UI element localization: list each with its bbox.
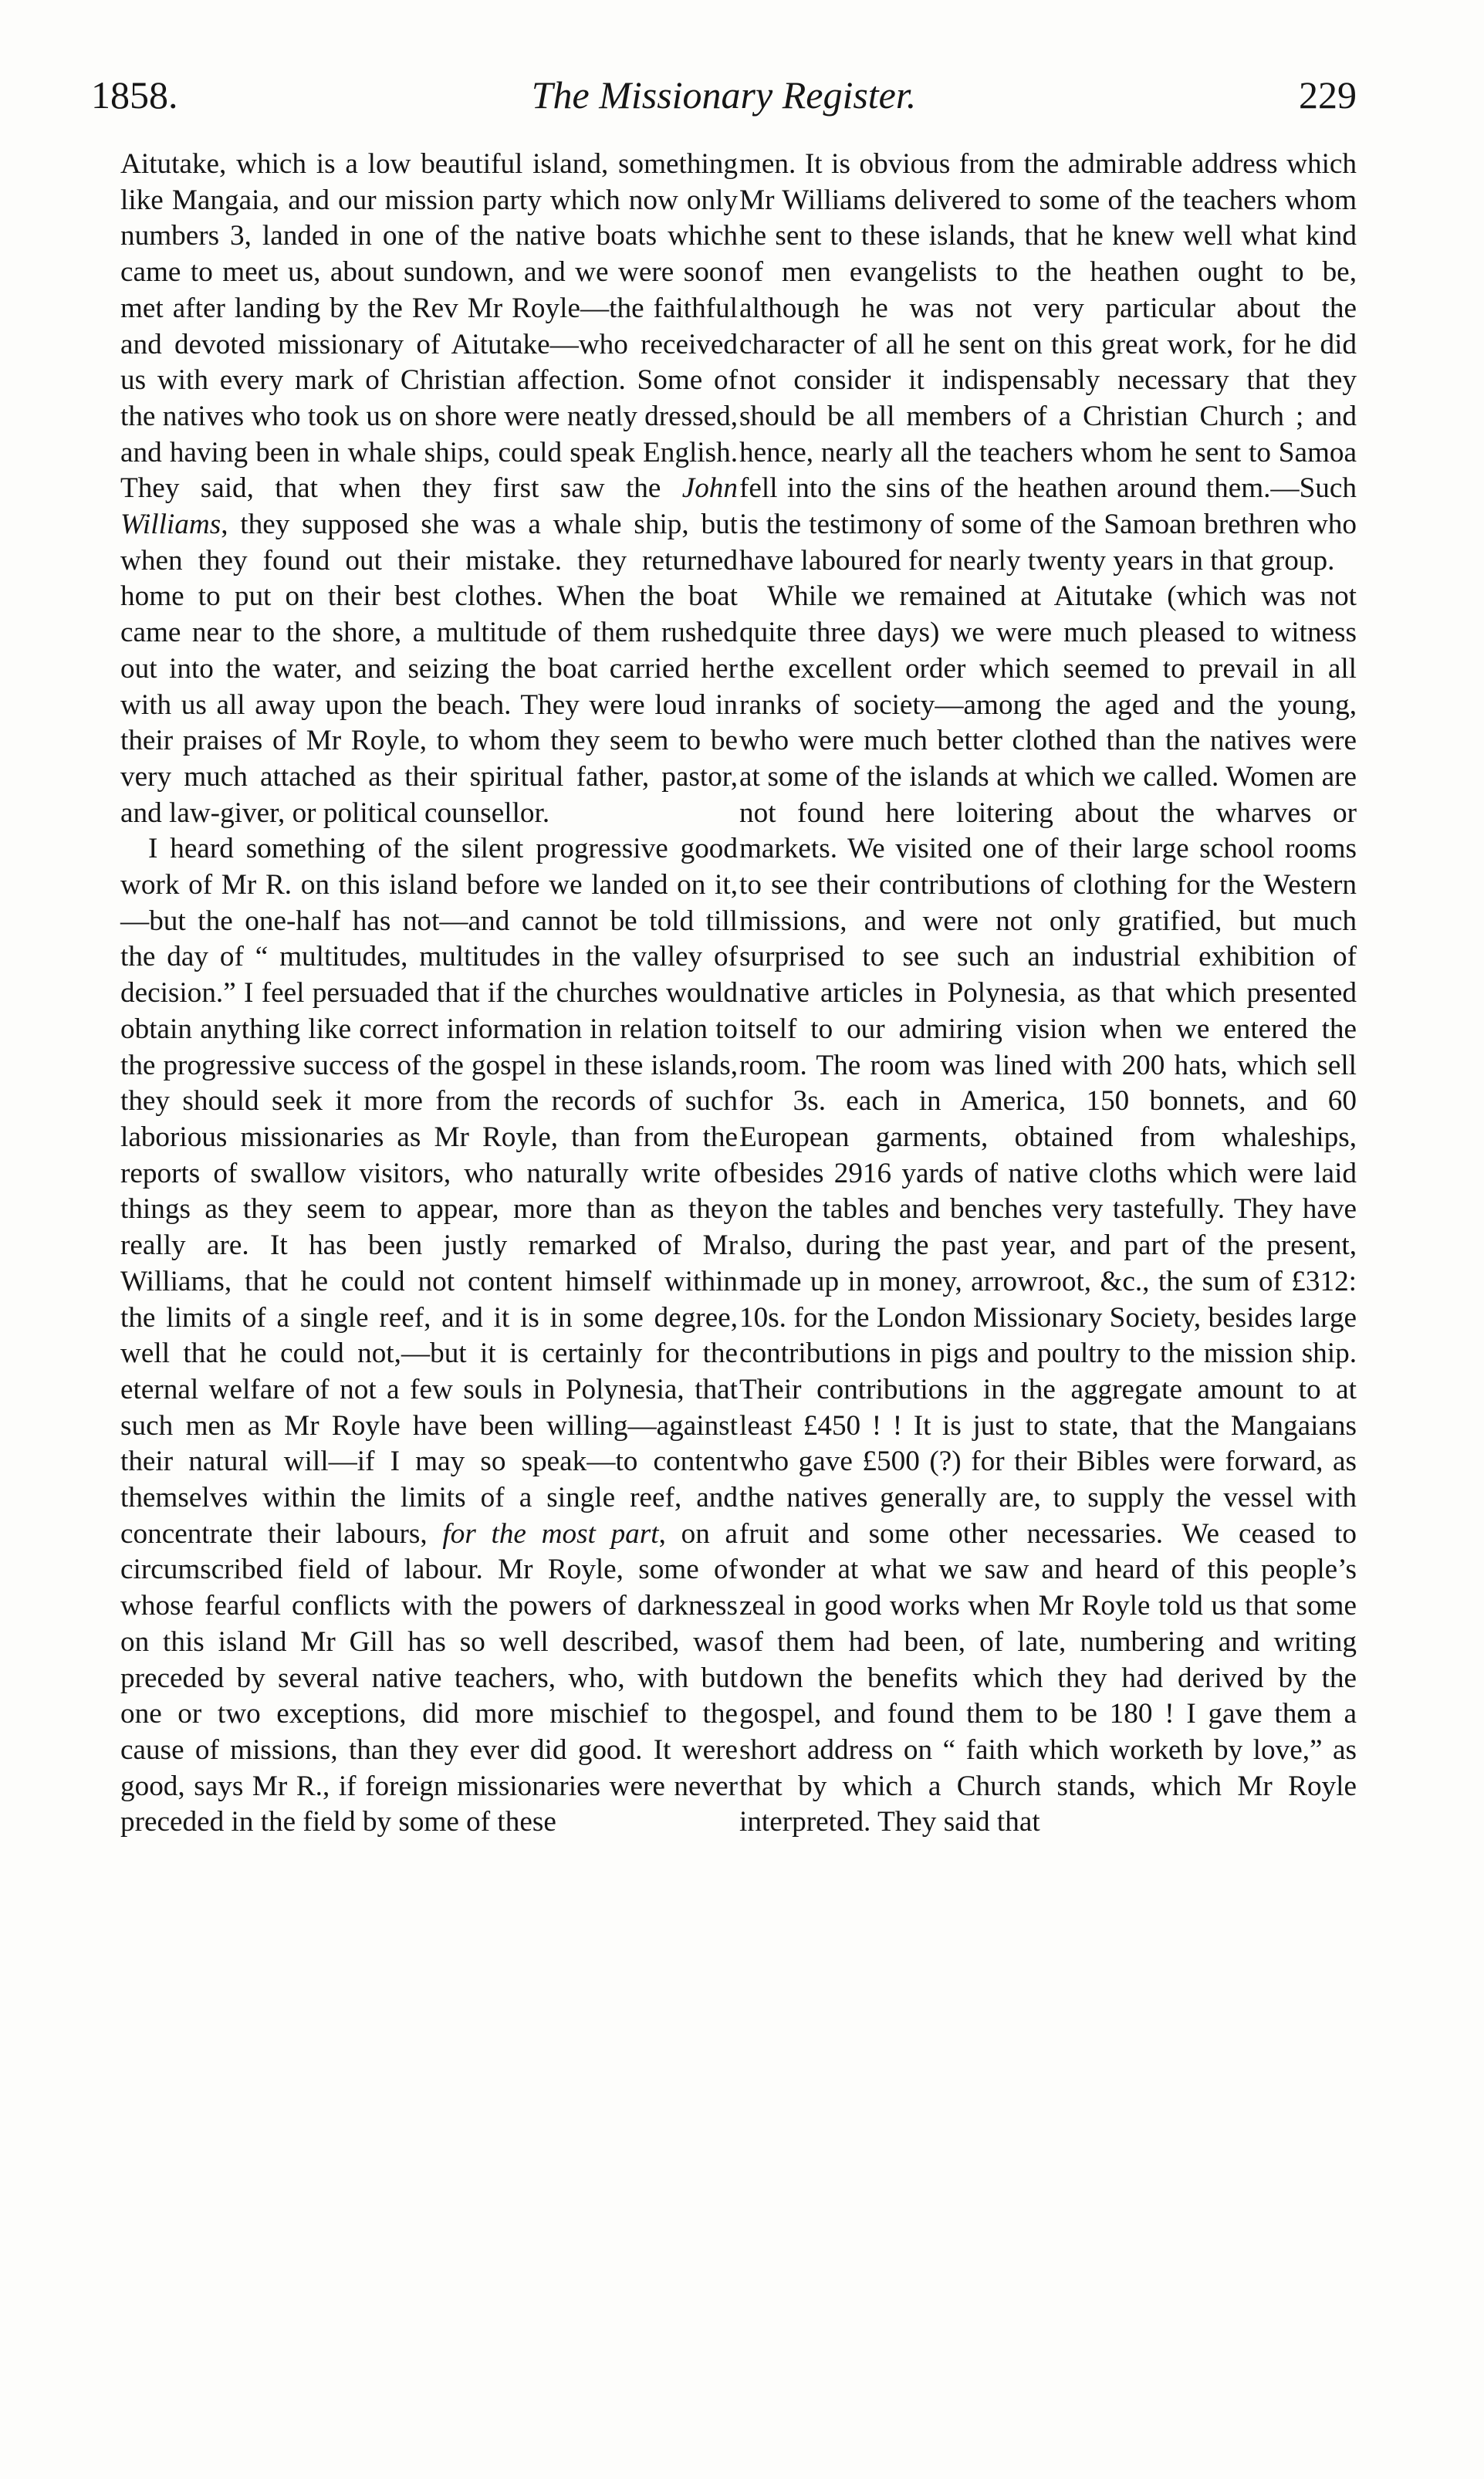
ship-name: John Williams xyxy=(120,472,738,541)
page-number: 229 xyxy=(1299,73,1357,117)
running-header xyxy=(91,60,1357,130)
text-run: Aitutake, which is a low beautiful island, something like Mangaia, and our mission party which now only numbers 3, landed in one of the native boats which came to meet us, about sundown, and we were soon met after landing by the Rev Mr Royle—the faithful and devoted missionary of Aitutake—who received us with every mark of Christian affection. Some of the natives who took us on shore were neatly dressed, and having been in whale ships, could speak English. They said, that when they first saw the xyxy=(120,148,738,505)
text-run: I heard something of the silent progressive good work of Mr R. on this island before we landed on it,—but the one-half has not—and cannot be told till the day of “ multitudes, multitudes in the valley of decision.” I feel persuaded that if the churches would obtain anything like correct information in relation to the progressive success of the gospel in these islands, they should seek it more from the records of such laborious missionaries as Mr Royle, than from the reports of swallow visitors, who naturally write of things as they seem to appear, more than as they really are. It has been justly remarked of Mr Williams, that he could not content himself within the limits of a single reef, and it is in some degree, well that he could not,—but it is certainly for the eternal welfare of not a few souls in Polynesia, that such men as Mr Royle have been willing—against their natural will—if I may so speak—to content themselves within the limits of a single reef, and concentrate their labours, xyxy=(120,833,738,1550)
header-year: 1858. xyxy=(91,73,178,117)
text-run: , they supposed she was a whale ship, but when they found out their mistake. they returned home to put on their best clothes. When the boat came near to the shore, a multitude of them rushed out into the water, and seizing the boat carried her with us all away upon the beach. They were loud in their praises of Mr Royle, to whom they seem to be very much attached as their spiritual father, pastor, and law-giver, or political counsellor. xyxy=(120,509,738,829)
left-column xyxy=(120,147,738,1841)
paragraph: men. It is obvious from the admirable address which Mr Williams delivered to some of the teachers whom he sent to these islands, that he knew well what kind of men evangelists to the heathen ought to be, although he was not very particular about the character of all he sent on this great work, for he did not consider it indispensably necessary that they should be all members of a Christian Church ; and hence, nearly all the teachers whom he sent to Samoa fell into the sins of the heathen around them.—Such is the testimony of some of the Samoan brethren who have laboured for nearly twenty years in that group. xyxy=(739,148,1357,577)
paragraph xyxy=(120,147,738,831)
paragraph: While we remained at Aitutake (which was not quite three days) we were much pleased to witness the excellent order which seemed to prevail in all ranks of society—among the aged and the young, who were much better clothed than the natives were at some of the islands at which we called. Women are not found here loitering about the wharves or markets. We visited one of their large school rooms to see their contributions of clothing for the Western missions, and were not only gratified, but much surprised to see such an industrial exhibition of native articles in Polynesia, as that which presented itself to our admiring vision when we entered the room. The room was lined with 200 hats, which sell for 3s. each in America, 150 bonnets, and 60 European garments, obtained from whaleships, besides 2916 yards of native cloths which were laid on the tables and benches very tastefully. They have also, during the past year, and part of the present, made up in money, arrowroot, &c., the sum of £312: 10s. for the London Missionary Society, besides large contributions in pigs and poultry to the mission ship. Their contributions in the aggregate amount to at least £450 ! ! It is just to state, that the Mangaians who gave £500 (?) for their Bibles were forward, as the natives generally are, to supply the vessel with fruit and some other necessaries. We ceased to wonder at what we saw and heard of this people’s zeal in good works when Mr Royle told us that some of them had been, of late, numbering and writing down the benefits which they had derived by the gospel, and found them to be 180 ! I gave them a short address on “ faith which worketh by love,” as that by which a Church stands, which Mr Royle interpreted. They said that xyxy=(739,580,1357,1838)
paragraph xyxy=(120,831,738,1841)
journal-title: The Missionary Register. xyxy=(531,73,917,117)
italic-phrase: for the most part xyxy=(442,1517,659,1550)
right-column xyxy=(739,147,1357,1841)
text-run: , on a circumscribed field of labour. Mr Royle, some of whose fearful conflicts with the powers of darkness on this island Mr Gill has so well described, was preceded by several native teachers, who, with but one or two exceptions, did more mischief to the cause of missions, than they ever did good. It were good, says Mr R., if foreign missionaries were never preceded in the field by some of these xyxy=(120,1517,738,1838)
